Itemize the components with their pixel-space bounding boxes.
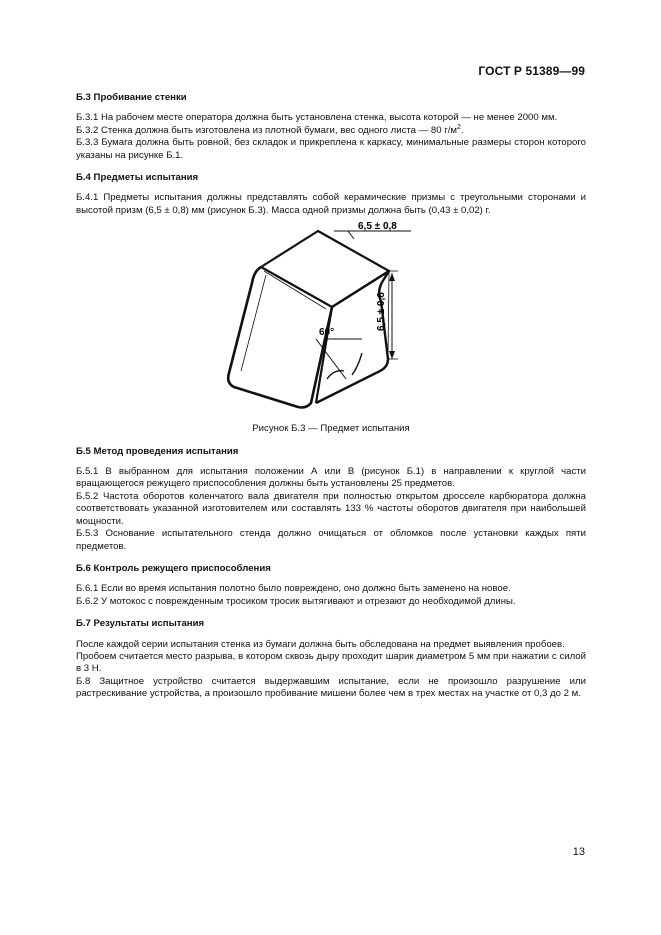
paragraph-b7-1: После каждой серии испытания стенка из бумаги должна быть обследована на предмет выявления пробоев. bbox=[76, 638, 565, 650]
paragraph-b8: Б.8 Защитное устройство считается выдержавшим испытание, если не произошло разрушение или растрескивание устройства, а произошло пробивание мишени более чем в трех местах на участке от 0,3 до 2 м. bbox=[76, 675, 586, 700]
paragraph-b5-3: Б.5.3 Основание испытательного стенда должно очищаться от обломков после установки каждых пяти предметов. bbox=[76, 528, 586, 552]
page-content bbox=[76, 92, 586, 701]
paragraph-b4-1: Б.4.1 Предметы испытания должны представлять собой керамические призмы с треугольными сторонами и высотой призм (6,5 ± 0,8) мм (рисунок Б.3). Масса одной призмы должна быть (0,43 ± 0,02) г. bbox=[76, 192, 586, 216]
section-title-b3: Б.3 Пробивание стенки bbox=[76, 92, 187, 103]
paragraph-b3-2-end: . bbox=[460, 124, 464, 136]
paragraph-b3-3: Б.3.3 Бумага должна быть ровной, без складок и прикреплена к каркасу, минимальные размеры сторон которого указаны на рисунке Б.1. bbox=[76, 137, 586, 161]
section-title-b6: Б.6 Контроль режущего приспособления bbox=[76, 562, 271, 574]
angle-arc-left bbox=[327, 371, 344, 379]
section-title-b5: Б.5 Метод проведения испытания bbox=[76, 445, 239, 457]
top-dimension-label: 6,5 ± 0,8 bbox=[358, 221, 397, 233]
paragraph-b5-2: Б.5.2 Частота оборотов коленчатого вала двигателя при полностью открытом дросселе карбюратора должна соответствовать указанной изготовителем или составлять 133 % частоты оборотов двигателя при наибольшей мощности. bbox=[76, 490, 586, 527]
angle-arc-right bbox=[352, 353, 362, 375]
paragraph-b3-2-sup: 2 bbox=[457, 123, 461, 131]
side-dimension-label: 6,5 ± 0,6 bbox=[376, 292, 387, 332]
paragraph-b3-2-text: Б.3.2 Стенка должна быть изготовлена из плотной бумаги, вес одного листа — 80 г/м bbox=[76, 124, 458, 136]
prism-drawing bbox=[76, 221, 586, 421]
section-title-b7: Б.7 Результаты испытания bbox=[76, 618, 205, 630]
paragraph-b6-1: Б.6.1 Если во время испытания полотно было повреждено, оно должно быть заменено на новое. bbox=[76, 583, 511, 595]
paragraph-b5-1: Б.5.1 В выбранном для испытания положении А или В (рисунок Б.1) в направлении к круглой части вращающегося режущего приспособления должны быть установлены 25 предметов. bbox=[76, 466, 586, 490]
prism-body-outline bbox=[228, 267, 335, 408]
angle-label: 60° bbox=[319, 327, 335, 339]
paragraph-b6-2: Б.6.2 У мотокос с поврежденным тросиком тросик вытягивают и отрезают до необходимой длины. bbox=[76, 595, 516, 607]
section-title-b4: Б.4 Предметы испытания bbox=[76, 172, 199, 184]
figure-prism bbox=[76, 221, 586, 421]
paragraph-b7-2: Пробоем считается место разрыва, в котором сквозь дыру проходит шарик диаметром 5 мм при нажатии с силой в 3 Н. bbox=[76, 650, 586, 675]
prism-triangle-side bbox=[316, 307, 335, 403]
figure-caption: Рисунок Б.3 — Предмет испытания bbox=[252, 423, 410, 435]
paragraph-b3-2 bbox=[76, 125, 586, 137]
page-number: 13 bbox=[572, 846, 585, 858]
paragraph-b3-1: Б.3.1 На рабочем месте оператора должна быть установлена стенка, высота которой — не менее 2000 мм. bbox=[76, 112, 558, 124]
document-code: ГОСТ Р 51389—99 bbox=[478, 64, 585, 78]
prism-top-face bbox=[261, 231, 389, 307]
